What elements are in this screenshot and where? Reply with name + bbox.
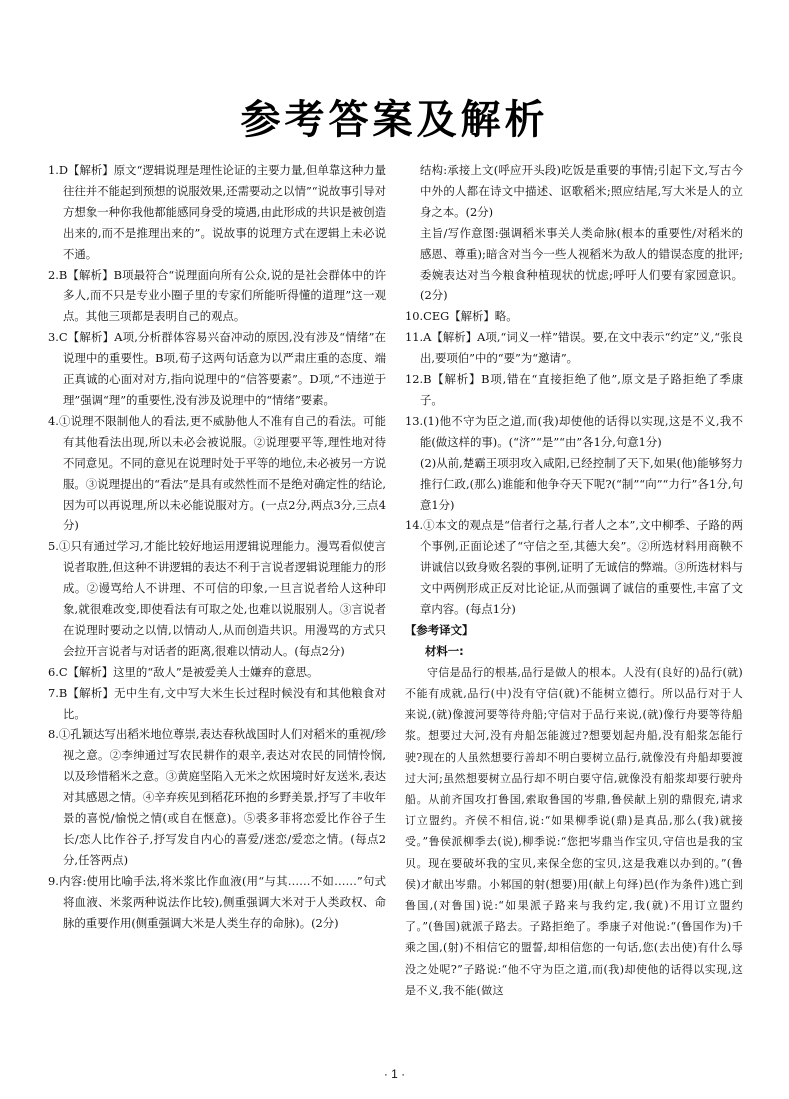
answer-item: 1.D【解析】原文“逻辑说理是理性论证的主要力量,但单靠这种力量往往并不能起到预想的说服效果,还需要动之以情”“说故事引导对方想象一种你我他都能感同身受的境遇,由此形成的共识是被创造出来的,而不是推理出来的”。说故事的说理方式在逻辑上未必说不通。 [48, 163, 386, 261]
answer-item: 12.B【解析】B项,错在“直接拒绝了他”,原文是子路拒绝了季康子。 [405, 372, 743, 407]
translation-heading: 【参考译文】 [405, 622, 474, 637]
answer-item: 结构:承接上文(呼应开头段)吃饭是重要的事情;引起下文,写古今中外的人都在诗文中描述、讴歌稻米;照应结尾,写大米是人的立身之本。(2分) [420, 163, 743, 219]
answer-item: 3.C【解析】A项,分析群体容易兴奋冲动的原因,没有涉及“情绪”在说理中的重要性。B项,荀子这两句话意为以严肃庄重的态度、端正真诚的心面对对方,指向说理中的“信答要素”。D项,“不违逆于理”强调“理”的重要性,没有涉及说理中的“情绪”要素。 [48, 330, 386, 407]
answer-item: 4.①说理不限制他人的看法,更不威胁他人不准有自己的看法。可能有其他看法出现,所以未必会被说服。②说理要平等,理性地对待不同意见。不同的意见在说理时处于平等的地位,未必被另一方说服。③说理提出的“看法”是具有或然性而不是绝对确定性的结论,因为可以再说理,所以未必能说服对方。(一点2分,两点3分,三点4分) [48, 413, 386, 533]
right-column [405, 160, 743, 1001]
left-column [48, 160, 386, 934]
translation-text: 守信是品行的根基,品行是做人的根本。人没有(良好的)品行(就)不能有成就,品行(中)没有守信(就)不能树立德行。所以品行对于人来说,(就)像渡河要等待舟船;守信对于品行来说,(就)像行舟要等待船浆。想要过大河,没有舟船怎能渡过?想要划起舟船,没有船浆怎能行驶?现在的人虽然想要行善却不明白要树立品行,就像没有舟船却要渡过大河;虽然想要树立品行却不明白要守信,就像没有船浆却要行驶舟船。从前齐国攻打鲁国,索取鲁国的岑鼎,鲁侯献上别的鼎假充,请求订立盟约。齐侯不相信,说:“如果柳季说(鼎)是真品,那么(我)就接受。”鲁侯派柳季去(说),柳季说:“您把岑鼎当作宝贝,守信也是我的宝贝。现在要破坏我的宝贝,来保全您的宝贝,这是我难以办到的。”(鲁侯)才献出岑鼎。小邾国的射(想要)用(献上句绎)邑(作为条件)逃亡到鲁国,(对鲁国)说:“如果派子路来与我约定,我(就)不用订立盟约了。”(鲁国)就派子路去。子路拒绝了。季康子对他说:“(鲁国作为)千乘之国,(射)不相信它的盟誓,却相信您的一句话,您(去出使)有什么辱没之处呢?”子路说:“他不守为臣之道,而(我)却使他的话得以实现,这是不义,我不能(做这 [405, 665, 743, 997]
answer-item: 主旨/写作意图:强调稻米事关人类命脉(根本的重要性/对稻米的感恩、尊重);暗含对当今一些人视稻米为敌人的错误态度的批评;委婉表达对当今粮食种植现状的忧虑;呼吁人们要有家园意识。(2分) [420, 225, 743, 303]
material-label: 材料一: [425, 643, 464, 658]
answer-item: 6.C【解析】这里的“敌人”是被爱美人士嫌弃的意思。 [48, 664, 319, 679]
answer-item: 8.①孔颖达写出稻米地位尊崇,表达春秋战国时人们对稻米的重视/珍视之意。②李绅通过写农民耕作的艰辛,表达对农民的同情怜悯,以及珍惜稻米之意。③黄庭坚陷入无米之炊困境时好友送米,表达对其感恩之情。④辛弃疾见到稻花环抱的乡野美景,抒写了丰收年景的喜悦/愉悦之情(或自在惬意)。⑤裘多菲将恋爱比作谷子生长/恋人比作谷子,抒写发自内心的喜爱/迷恋/爱恋之情。(每点2分,任答两点) [48, 727, 386, 867]
answer-item: 2.B【解析】B项最符合“说理面向所有公众,说的是社会群体中的许多人,而不只是专业小圈子里的专家们所能听得懂的道理”这一观点。其他三项都是表明自己的观点。 [48, 267, 386, 324]
answer-item: 9.内容:使用比喻手法,将米浆比作血液(用“与其……不如……”句式将血液、米浆两种说法作比较),侧重强调大米对于人类政权、命脉的重要作用(侧重强调大米是人类生存的命脉)。(2分) [48, 873, 386, 930]
answer-item: (2)从前,楚霸王项羽攻入咸阳,已经控制了天下,如果(他)能够努力推行仁政,(那么)谁能和他争夺天下呢?(“制”“向”“力行”各1分,句意1分) [420, 455, 743, 512]
answer-item: 13.(1)他不守为臣之道,而(我)却使他的话得以实现,这是不义,我不能(做这样的事)。(“济”“是”“由”各1分,句意1分) [405, 413, 743, 449]
answer-item: 10.CEG【解析】略。 [405, 309, 518, 324]
page-number: · 1 · [383, 1067, 406, 1081]
page-title: 参考答案及解析 [240, 97, 549, 143]
answer-item: 11.A【解析】A项,“词义一样”错误。要,在文中表示“约定”义,“张良出,要项伯”中的“要”为“邀请”。 [405, 330, 743, 366]
right-answer-list [405, 160, 743, 620]
answer-item: 14.①本文的观点是“信者行之基,行者人之本”,文中柳季、子路的两个事例,正面论述了“守信之至,其德大矣”。②所选材料用商鞅不讲诚信以致身败名裂的事例,证明了无诚信的弊端。③所选材料与文中两例形成正反对比论证,从而强调了诚信的重要性,丰富了文章内容。(每点1分) [405, 518, 743, 617]
answer-item: 7.B【解析】无中生有,文中写大米生长过程时候没有和其他粮食对比。 [48, 685, 386, 721]
answer-item: 5.①只有通过学习,才能比较好地运用逻辑说理能力。漫骂看似使言说者取胜,但这种不讲逻辑的表达不利于言说者逻辑说理能力的形成。②谩骂给人不讲理、不可信的印象,一旦言说者给人这种印象,就很难改变,即使看法有可取之处,也难以说服别人。③言说者在说理时要动之以情,以情动人,从而创造共识。用漫骂的方式只会拉开言说者与对话者的距离,很难以情动人。(每点2分) [48, 539, 386, 658]
